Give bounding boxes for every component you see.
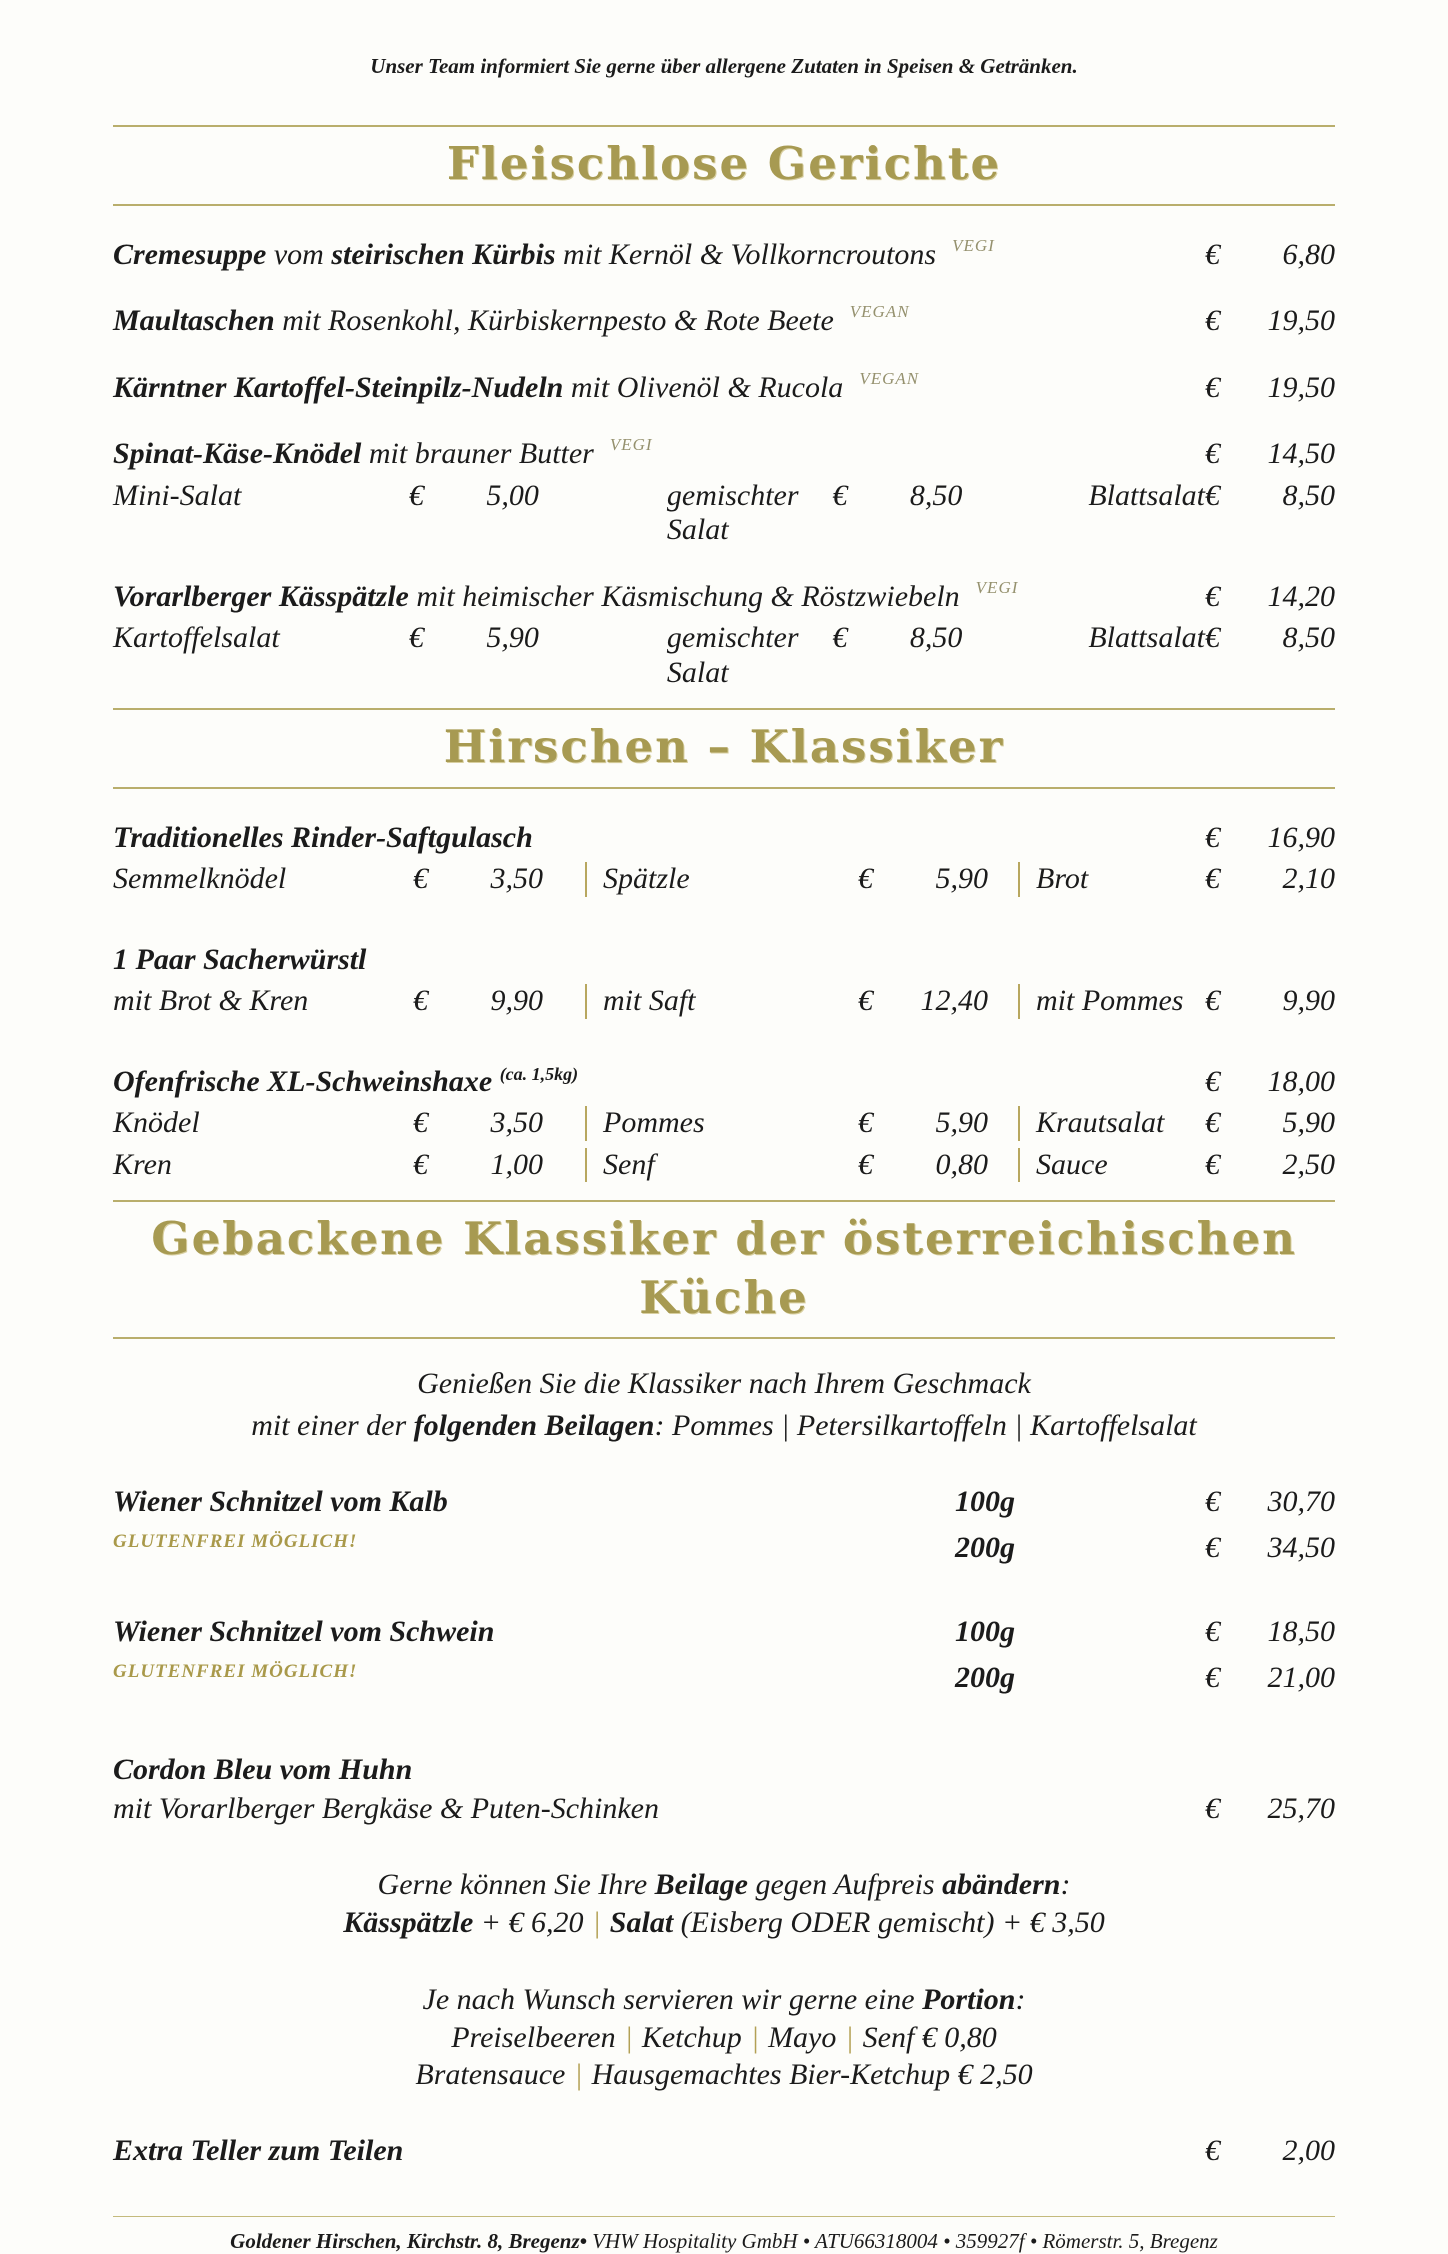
item-name-bold: Spinat-Käse-Knödel — [113, 437, 362, 470]
section-title-fleischlose-gerichte: Fleischlose Gerichte — [446, 137, 1002, 190]
footer-block — [113, 2216, 1335, 2254]
side-options-row — [113, 1148, 1335, 1183]
price-row — [1205, 1615, 1335, 1661]
price-column — [1205, 1485, 1335, 1577]
currency-symbol: € — [1205, 370, 1220, 404]
side-label: Kren — [113, 1147, 172, 1181]
side-label: Knödel — [113, 1106, 200, 1139]
option-bold: Salat — [609, 1905, 674, 1939]
currency-symbol: € — [832, 478, 848, 512]
side-price: 2,50 — [1282, 1147, 1335, 1181]
side-price: 1,00 — [490, 1147, 543, 1181]
pipe-separator: | — [574, 2058, 583, 2091]
item-name-bold: Vorarlberger Kässpätzle — [113, 579, 409, 613]
pipe-separator: | — [845, 2020, 854, 2054]
item-name-bold: Kärntner Kartoffel-Steinpilz-Nudeln — [113, 370, 564, 404]
item-name: Wiener Schnitzel vom Kalb — [113, 1485, 448, 1518]
side-option — [1018, 1148, 1335, 1183]
portion-options-row-2 — [113, 2056, 1335, 2094]
side-price: 5,90 — [486, 621, 539, 654]
menu-item-schweinshaxe — [113, 1065, 1335, 1100]
currency-symbol: € — [413, 1147, 428, 1181]
currency-symbol: € — [858, 1147, 873, 1181]
side-option — [585, 862, 1018, 897]
item-name-bold: Ofenfrische XL-Schweinshaxe — [113, 1064, 493, 1098]
cordon-bleu-description-row — [113, 1792, 1335, 1827]
item-name-bold: steirischen Kürbis — [331, 237, 556, 271]
side-price: 5,00 — [486, 478, 539, 512]
item-price: 14,50 — [1267, 437, 1335, 470]
price-row — [1205, 1531, 1335, 1577]
item-name-regular: mit Rosenkohl, Kürbiskernpesto & Rote Beete — [274, 304, 834, 337]
currency-symbol: € — [1205, 1147, 1220, 1181]
weight-column — [955, 1485, 1205, 1577]
item-price: 2,00 — [1282, 2133, 1335, 2167]
item-name-bold: Maultaschen — [113, 304, 275, 337]
side-option — [585, 984, 1018, 1019]
note-bold: Beilage — [654, 1868, 748, 1901]
weight-200g: 200g — [955, 1531, 1015, 1564]
side-label: Spätzle — [603, 862, 690, 895]
vegi-tag: VEGI — [952, 235, 995, 255]
side-price: 9,90 — [490, 984, 543, 1017]
option-label: Bratensauce — [415, 2058, 566, 2091]
side-option — [113, 984, 585, 1019]
price-row — [1205, 1485, 1335, 1531]
side-price: 12,40 — [920, 984, 988, 1017]
menu-item-schnitzel-kalb — [113, 1485, 1335, 1577]
intro-regular: : Pommes | Petersilkartoffeln | Kartoffelsalat — [654, 1409, 1197, 1442]
side-options-row — [113, 984, 1335, 1019]
item-name — [113, 1753, 1335, 1788]
menu-item-kartoffel-steinpilz-nudeln — [113, 368, 1335, 406]
option-label: Mayo — [768, 2020, 837, 2054]
item-name-block — [113, 1615, 955, 1707]
menu-item-cremesuppe — [113, 235, 1335, 273]
footer-company-info: VHW Hospitality GmbH • ATU66318004 • 359927f • Römerstr. 5, Bregenz — [586, 2229, 1218, 2253]
side-label: Krautsalat — [1036, 1106, 1165, 1139]
side-option — [585, 1106, 1018, 1141]
side-option — [1018, 1106, 1335, 1141]
item-name-bold: Cordon Bleu vom Huhn — [113, 1753, 413, 1786]
side-label: Blattsalat — [1088, 478, 1205, 512]
price-row — [1205, 1661, 1335, 1707]
currency-symbol: € — [1205, 1791, 1220, 1825]
currency-symbol: € — [1205, 1531, 1220, 1564]
item-name-regular: vom — [266, 237, 332, 271]
item-price: 25,70 — [1267, 1791, 1335, 1825]
currency-symbol: € — [1205, 304, 1220, 337]
currency-symbol: € — [413, 1106, 428, 1139]
currency-symbol: € — [858, 984, 873, 1017]
side-label: gemischter Salat — [666, 621, 799, 689]
side-price: 0,80 — [935, 1147, 988, 1181]
currency-symbol: € — [1205, 478, 1220, 512]
currency-symbol: € — [1205, 1106, 1220, 1139]
section-title-hirschen-klassiker: Hirschen – Klassiker — [443, 720, 1005, 773]
side-options-row — [113, 621, 1335, 690]
item-price: 19,50 — [1267, 370, 1335, 404]
item-price: 6,80 — [1282, 237, 1335, 271]
side-price: 2,10 — [1282, 862, 1335, 895]
side-label: gemischter Salat — [666, 478, 799, 546]
section-intro — [113, 1363, 1335, 1447]
side-price: 8,50 — [1282, 478, 1335, 512]
item-name — [113, 821, 1205, 856]
section-fleischlose-gerichte — [113, 206, 1335, 709]
beilage-swap-options — [113, 1904, 1335, 1942]
side-label: mit Saft — [603, 984, 696, 1017]
currency-symbol: € — [413, 862, 428, 895]
side-option — [113, 1148, 585, 1183]
currency-symbol: € — [832, 621, 848, 654]
menu-item-sacherwuerstl — [113, 943, 1335, 978]
item-name — [113, 235, 1205, 273]
currency-symbol: € — [408, 621, 424, 654]
vegi-tag: VEGI — [975, 577, 1019, 597]
side-label: Mini-Salat — [113, 478, 242, 512]
item-name-regular: mit heimischer Käsmischung & Röstzwiebeln — [408, 579, 960, 613]
side-option — [581, 621, 992, 690]
item-name-bold: Extra Teller zum Teilen — [113, 2133, 404, 2167]
note-regular: Gerne können Sie Ihre — [377, 1868, 655, 1901]
pipe-separator: | — [750, 2020, 760, 2054]
allergen-notice: Unser Team informiert Sie gerne über allergene Zutaten in Speisen & Getränken. — [370, 54, 1078, 78]
side-price: 8,50 — [1282, 621, 1335, 654]
side-price: 8,50 — [909, 621, 963, 654]
currency-symbol: € — [1205, 1661, 1220, 1694]
currency-symbol: € — [1205, 820, 1220, 854]
currency-symbol: € — [858, 862, 873, 895]
currency-symbol: € — [413, 984, 428, 1017]
item-name — [113, 943, 1335, 978]
intro-bold: folgenden Beilagen — [413, 1409, 655, 1442]
vegi-tag: VEGI — [609, 435, 653, 454]
glutenfrei-note: GLUTENFREI MÖGLICH! — [113, 1531, 358, 1552]
option-regular: (Eisberg ODER gemischt) + € 3,50 — [673, 1905, 1105, 1939]
currency-symbol: € — [1205, 862, 1220, 895]
note-bold: Portion — [922, 1983, 1016, 2016]
currency-symbol: € — [1205, 2133, 1220, 2167]
pipe-separator: | — [592, 1905, 601, 1939]
item-name-regular: mit brauner Butter — [361, 437, 594, 470]
beilage-aufpreis-note — [113, 1866, 1335, 1904]
note-regular: Je nach Wunsch servieren wir gerne eine — [422, 1983, 923, 2016]
item-name-regular: mit Kernöl & Vollkorncroutons — [555, 237, 937, 271]
menu-item-schnitzel-schwein — [113, 1615, 1335, 1707]
side-price: 3,50 — [490, 862, 543, 895]
pipe-separator: | — [624, 2020, 633, 2054]
currency-symbol: € — [1205, 579, 1220, 613]
side-label: Brot — [1036, 862, 1089, 895]
side-option — [992, 479, 1335, 514]
currency-symbol: € — [1205, 437, 1220, 470]
vegan-tag: VEGAN — [859, 368, 920, 388]
item-description: mit Vorarlberger Bergkäse & Puten-Schinken — [113, 1791, 659, 1825]
glutenfrei-note: GLUTENFREI MÖGLICH! — [113, 1661, 358, 1682]
item-price: 18,50 — [1267, 1615, 1335, 1648]
option-regular: + € 6,20 — [473, 1905, 584, 1939]
side-label: Pommes — [603, 1106, 705, 1139]
item-name — [113, 304, 1205, 339]
currency-symbol: € — [858, 1106, 873, 1139]
currency-symbol: € — [1205, 237, 1220, 271]
weight-100g: 100g — [955, 1615, 1015, 1648]
side-option — [585, 1148, 1018, 1183]
weight-column — [955, 1615, 1205, 1707]
item-price: 14,20 — [1267, 579, 1335, 613]
side-label: Sauce — [1036, 1147, 1108, 1181]
weight-100g: 100g — [955, 1485, 1015, 1518]
side-label: mit Brot & Kren — [113, 984, 309, 1017]
note-regular: gegen Aufpreis — [747, 1868, 943, 1901]
section-gebackene-klassiker — [113, 1339, 1335, 2186]
currency-symbol: € — [1205, 984, 1220, 1017]
side-options-row — [113, 1106, 1335, 1141]
item-price: 30,70 — [1267, 1485, 1335, 1518]
portion-options-row-1 — [113, 2019, 1335, 2057]
side-label: Senf — [603, 1147, 655, 1181]
side-label: Semmelknödel — [113, 862, 287, 895]
side-option — [1018, 862, 1335, 897]
side-label: Blattsalat — [1088, 621, 1205, 654]
item-name-block — [113, 1485, 955, 1577]
item-name — [113, 577, 1205, 615]
side-label: Kartoffelsalat — [113, 621, 280, 654]
item-price: 21,00 — [1267, 1661, 1335, 1694]
menu-item-kaesspaetzle — [113, 577, 1335, 615]
intro-line-1: Genießen Sie die Klassiker nach Ihrem Geschmack — [417, 1367, 1031, 1400]
option-bold: Kässpätzle — [343, 1905, 474, 1939]
side-price: 8,50 — [909, 478, 963, 512]
item-name — [113, 2134, 1205, 2169]
weight-200g: 200g — [955, 1661, 1015, 1694]
footer-text — [113, 2217, 1335, 2254]
note-regular: : — [1015, 1983, 1026, 2016]
item-name-bold: Traditionelles Rinder-Saftgulasch — [113, 820, 533, 854]
side-option — [113, 1106, 585, 1141]
option-label: Ketchup — [641, 2020, 742, 2054]
currency-symbol: € — [1205, 1064, 1220, 1098]
intro-regular: mit einer der — [251, 1409, 414, 1442]
side-option — [1018, 984, 1335, 1019]
item-name — [113, 368, 1205, 406]
item-name-bold: 1 Paar Sacherwürstl — [113, 942, 367, 976]
side-options-row — [113, 479, 1335, 548]
currency-symbol: € — [1205, 1615, 1220, 1648]
item-name: Wiener Schnitzel vom Schwein — [113, 1615, 495, 1648]
item-price: 19,50 — [1267, 304, 1335, 337]
section-hirschen-klassiker — [113, 789, 1335, 1201]
note-bold: abändern — [942, 1868, 1061, 1901]
price-column — [1205, 1615, 1335, 1707]
item-price: 34,50 — [1267, 1531, 1335, 1564]
item-name-regular: mit Olivenöl & Rucola — [563, 370, 844, 404]
item-name — [113, 1065, 1205, 1100]
portion-heading — [113, 1981, 1335, 2019]
item-name-bold: Cremesuppe — [113, 237, 267, 271]
item-weight-note: (ca. 1,5kg) — [499, 1063, 579, 1084]
item-price: 18,00 — [1267, 1064, 1335, 1098]
side-option — [581, 479, 992, 548]
menu-item-cordon-bleu — [113, 1753, 1335, 1788]
side-options-row — [113, 862, 1335, 897]
side-label: mit Pommes — [1036, 984, 1184, 1017]
item-price: 16,90 — [1267, 820, 1335, 854]
currency-symbol: € — [408, 478, 424, 512]
option-label: Preiselbeeren — [451, 2020, 616, 2054]
menu-item-rinder-saftgulasch — [113, 821, 1335, 856]
intro-line-2 — [113, 1405, 1335, 1447]
menu-item-extra-teller — [113, 2134, 1335, 2169]
side-price: 3,50 — [490, 1106, 543, 1139]
footer-address-bold: Goldener Hirschen, Kirchstr. 8, Bregenz• — [230, 2229, 587, 2253]
side-option — [113, 862, 585, 897]
side-price: 9,90 — [1282, 984, 1335, 1017]
vegan-tag: VEGAN — [849, 302, 910, 321]
note-regular: : — [1060, 1868, 1071, 1901]
item-name — [113, 437, 1205, 472]
option-label: Hausgemachtes Bier-Ketchup € 2,50 — [591, 2058, 1033, 2091]
side-price: 5,90 — [935, 1106, 988, 1139]
currency-symbol: € — [1205, 621, 1220, 654]
option-label: Senf € 0,80 — [862, 2020, 997, 2054]
side-price: 5,90 — [1282, 1106, 1335, 1139]
side-option — [113, 621, 581, 656]
section-title-gebackene-klassiker: Gebackene Klassiker der österreichischen Küche — [151, 1212, 1297, 1324]
side-price: 5,90 — [935, 862, 988, 895]
side-option — [992, 621, 1335, 656]
currency-symbol: € — [1205, 1485, 1220, 1518]
side-option — [113, 479, 581, 514]
menu-item-maultaschen — [113, 304, 1335, 339]
menu-item-spinat-kaese-knoedel — [113, 437, 1335, 472]
